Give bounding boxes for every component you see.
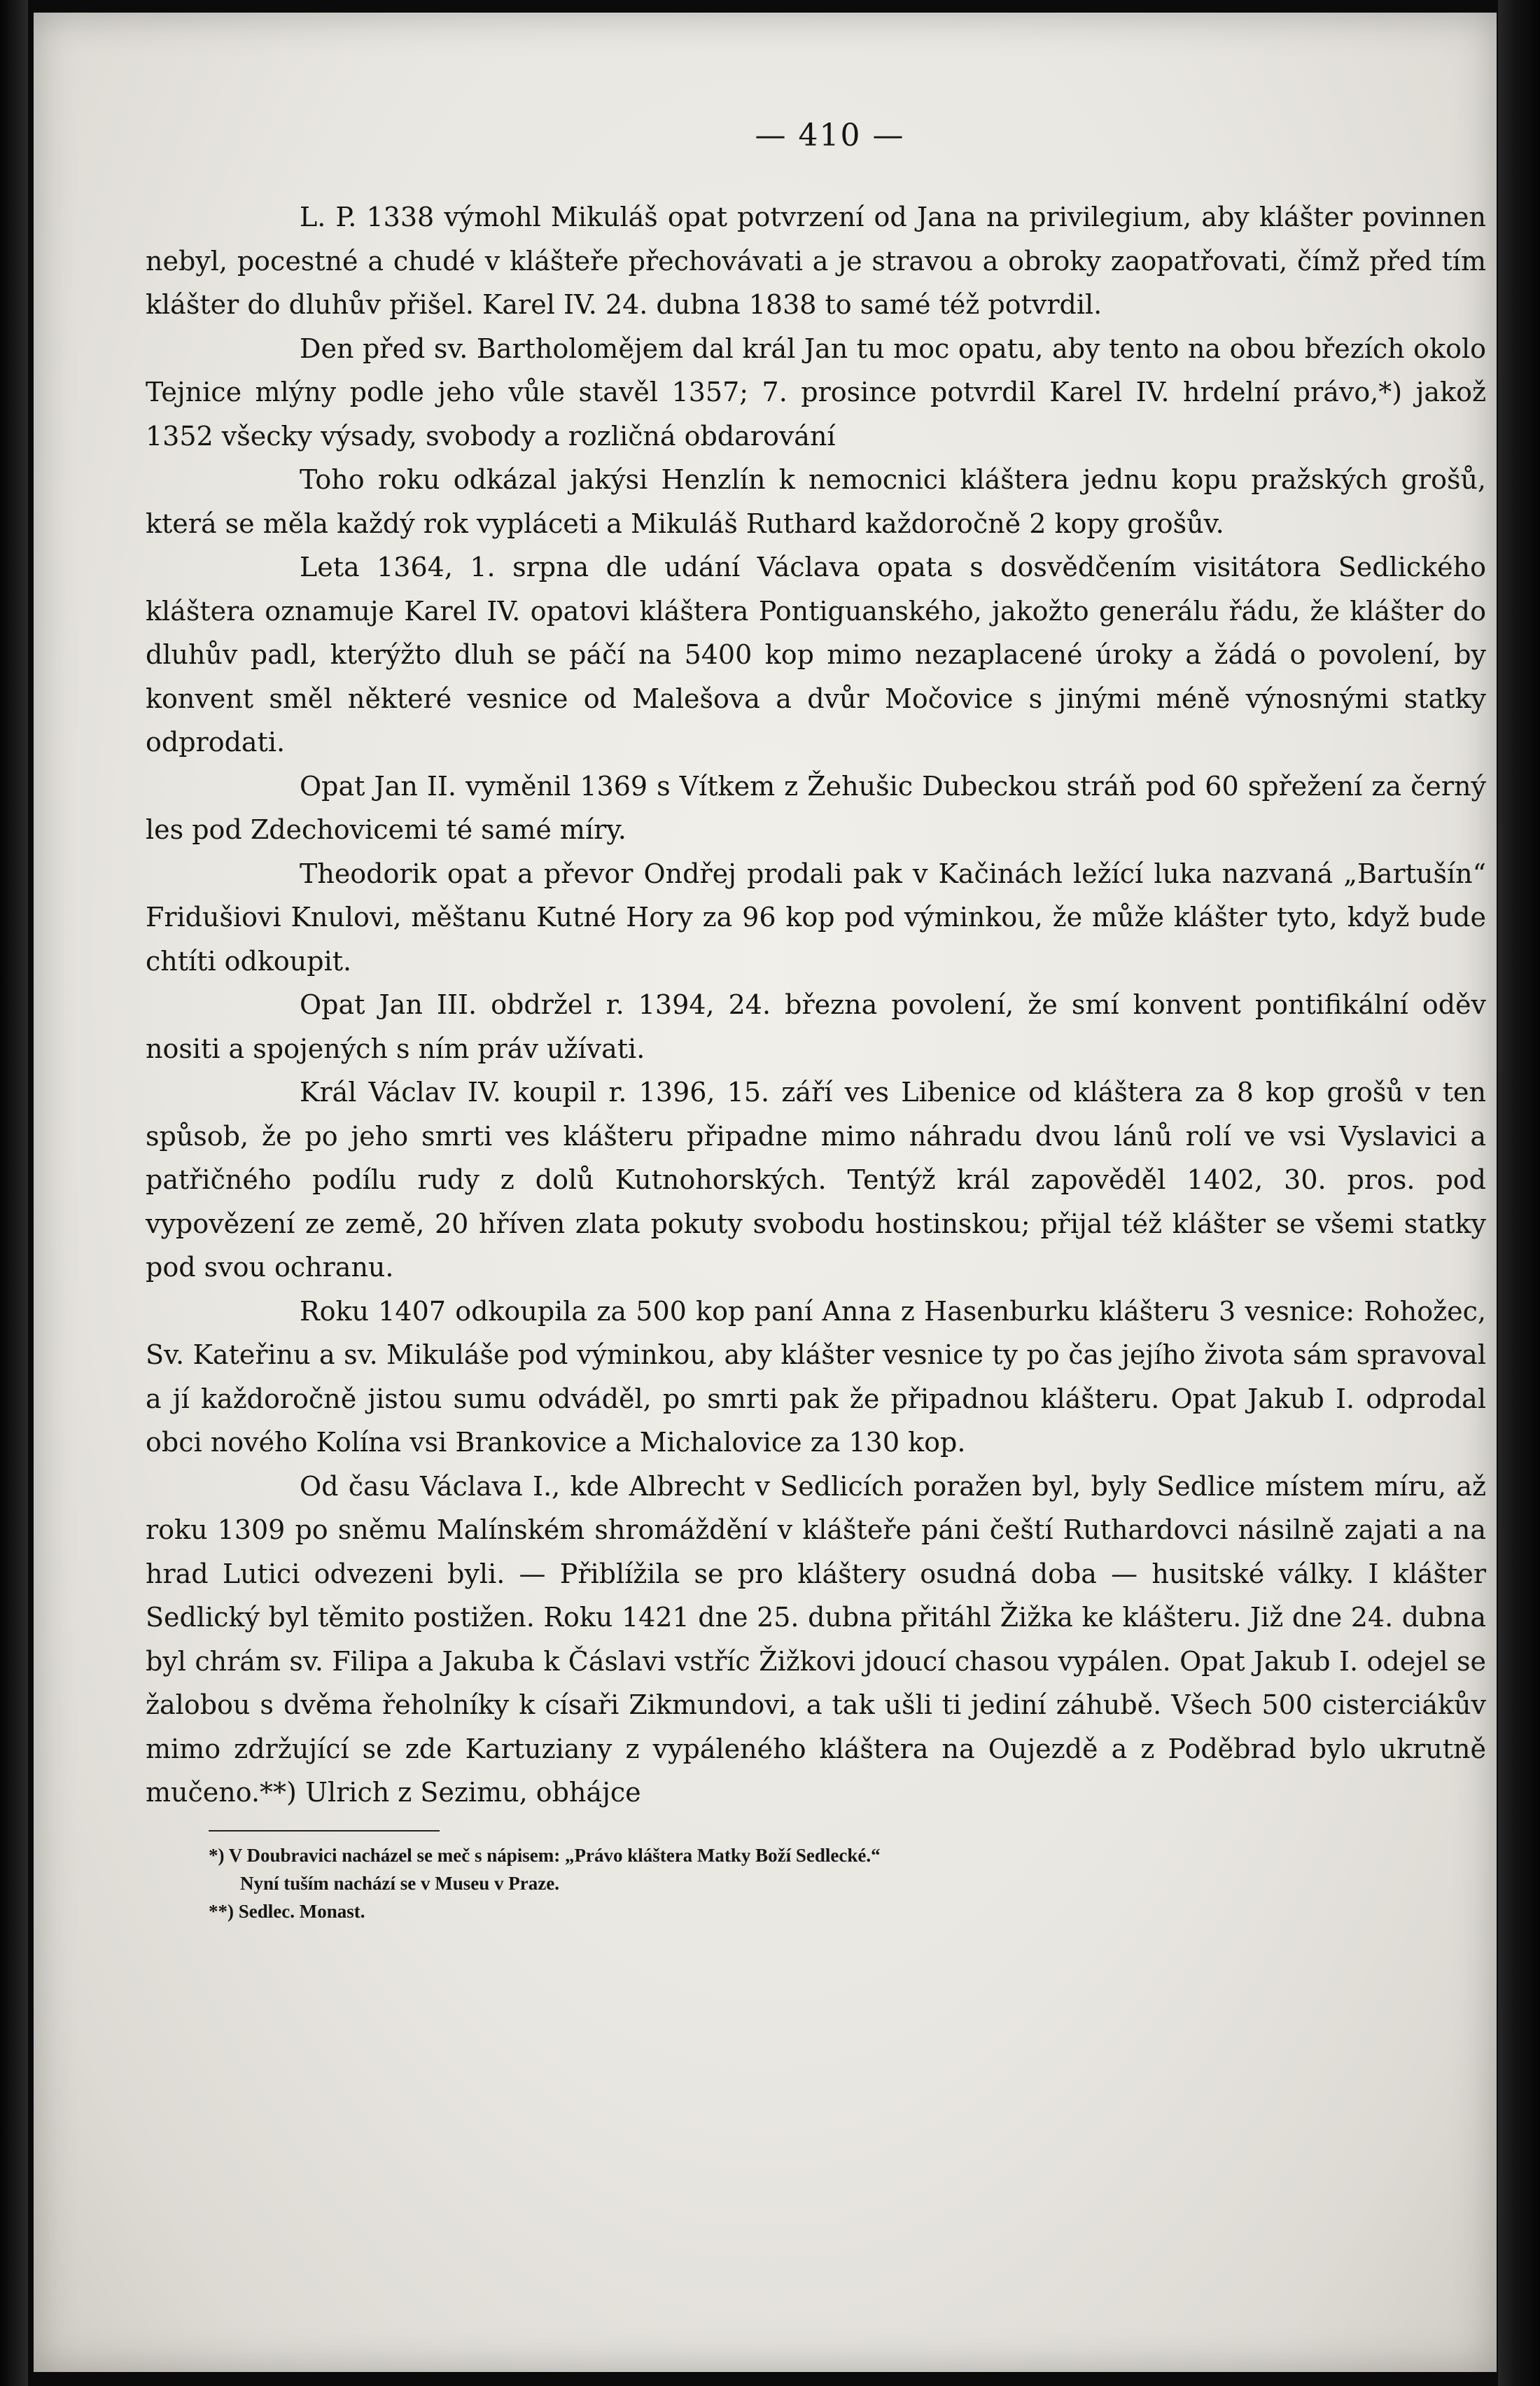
footnote-text: *) V Doubravici nacházel se meč s nápisem: „Právo kláštera Matky Boží Sedlecké.“ (209, 1844, 881, 1866)
scan-edge-right (1498, 0, 1540, 2386)
paragraph: Od času Václava I., kde Albrecht v Sedlicích poražen byl, byly Sedlice místem míru, až roku 1309 po sněmu Malínském shromáždění v klášteře páni čeští Ruthardovci násilně zajati a na hrad Lutici odvezeni byli. — Přiblížila se pro kláštery osudná doba — husitské války. I klášter Sedlický byl těmito postižen. Roku 1421 dne 25. dubna přitáhl Žižka ke klášteru. Již dne 24. dubna byl chrám sv. Filipa a Jakuba k Čáslavi vstříc Žižkovi jdoucí chasou vypálen. Opat Jakub I. odejel se žalobou s dvěma řeholníky k císaři Zikmundovi, a tak ušli ti jediní záhubě. Všech 500 cisterciákův mimo zdržující se zde Kartuziany z vypáleného kláštera na Oujezdě a z Poděbrad bylo ukrutně mučeno.**) Ulrich z Sezimu, obhájce (146, 1470, 1486, 1808)
text-block (146, 118, 1486, 1925)
paragraph: Opat Jan II. vyměnil 1369 s Vítkem z Žehušic Dubeckou stráň pod 60 spřežení za černý les pod Zdechovicemi té samé míry. (146, 770, 1486, 845)
paragraph: Theodorik opat a převor Ondřej prodali pak v Kačinách ležící luka nazvaná „Bartušín“ Fridušiovi Knulovi, měštanu Kutné Hory za 96 kop pod výminkou, že může klášter tyto, když bude chtíti odkoupit. (146, 858, 1486, 977)
page-number: — 410 — (755, 118, 905, 153)
footnote (146, 1841, 1486, 1897)
paragraph: Král Václav IV. koupil r. 1396, 15. září ves Libenice od kláštera za 8 kop grošů v ten spůsob, že po jeho smrti ves klášteru připadne mimo náhradu dvou lánů rolí ve vsi Vyslavici a patřičného podílu rudy z dolů Kutnohorských. Tentýž král zapověděl 1402, 30. pros. pod vypovězení ze země, 20 hříven zlata pokuty svobodu hostinskou; přijal též klášter se všemi statky pod svou ochranu. (146, 1077, 1486, 1283)
footnote-divider (209, 1830, 440, 1832)
paragraph: Opat Jan III. obdržel r. 1394, 24. března povolení, že smí konvent pontifikální oděv nositi a spojených s ním práv užívati. (146, 989, 1486, 1064)
footnote-text: **) Sedlec. Monast. (209, 1900, 365, 1922)
paragraph: L. P. 1338 výmohl Mikuláš opat potvrzení od Jana na privilegium, aby klášter povinnen nebyl, pocestné a chudé v klášteře přechovávati a je stravou a obroky zaopatřovati, čímž před tím klášter do dluhův přišel. Karel IV. 24. dubna 1838 to samé též potvrdil. (146, 202, 1486, 320)
paragraph: Den před sv. Bartholomějem dal král Jan tu moc opatu, aby tento na obou březích okolo Tejnice mlýny podle jeho vůle stavěl 1357; 7. prosince potvrdil Karel IV. hrdelní právo,*) jakož 1352 všecky výsady, svobody a rozličná obdarování (146, 333, 1486, 452)
paragraph: Roku 1407 odkoupila za 500 kop paní Anna z Hasenburku klášteru 3 vesnice: Rohožec, Sv. Kateřinu a sv. Mikuláše pod výminkou, aby klášter vesnice ty po čas jejího života sám spravoval a jí každoročně jistou sumu odváděl, po smrti pak že připadnou klášteru. Opat Jakub I. odprodal obci nového Kolína vsi Brankovice a Michalovice za 130 kop. (146, 1295, 1486, 1458)
scan-edge-left (0, 0, 28, 2386)
paragraph: Leta 1364, 1. srpna dle udání Václava opata s dosvědčením visitátora Sedlického kláštera oznamuje Karel IV. opatovi kláštera Pontiguanského, jakožto generálu řádu, že klášter do dluhův padl, kterýžto dluh se páčí na 5400 kop mimo nezaplacené úroky a žádá o povolení, by konvent směl některé vesnice od Malešova a dvůr Močovice s jinými méně výnosnými statky odprodati. (146, 552, 1486, 758)
footnote (146, 1897, 1486, 1925)
footnote-continuation: Nyní tuším nachází se v Museu v Praze. (240, 1872, 559, 1894)
page-sheet (34, 13, 1497, 2372)
paragraph: Toho roku odkázal jakýsi Henzlín k nemocnici kláštera jednu kopu pražských grošů, která se měla každý rok vypláceti a Mikuláš Ruthard každoročně 2 kopy grošův. (146, 464, 1486, 539)
